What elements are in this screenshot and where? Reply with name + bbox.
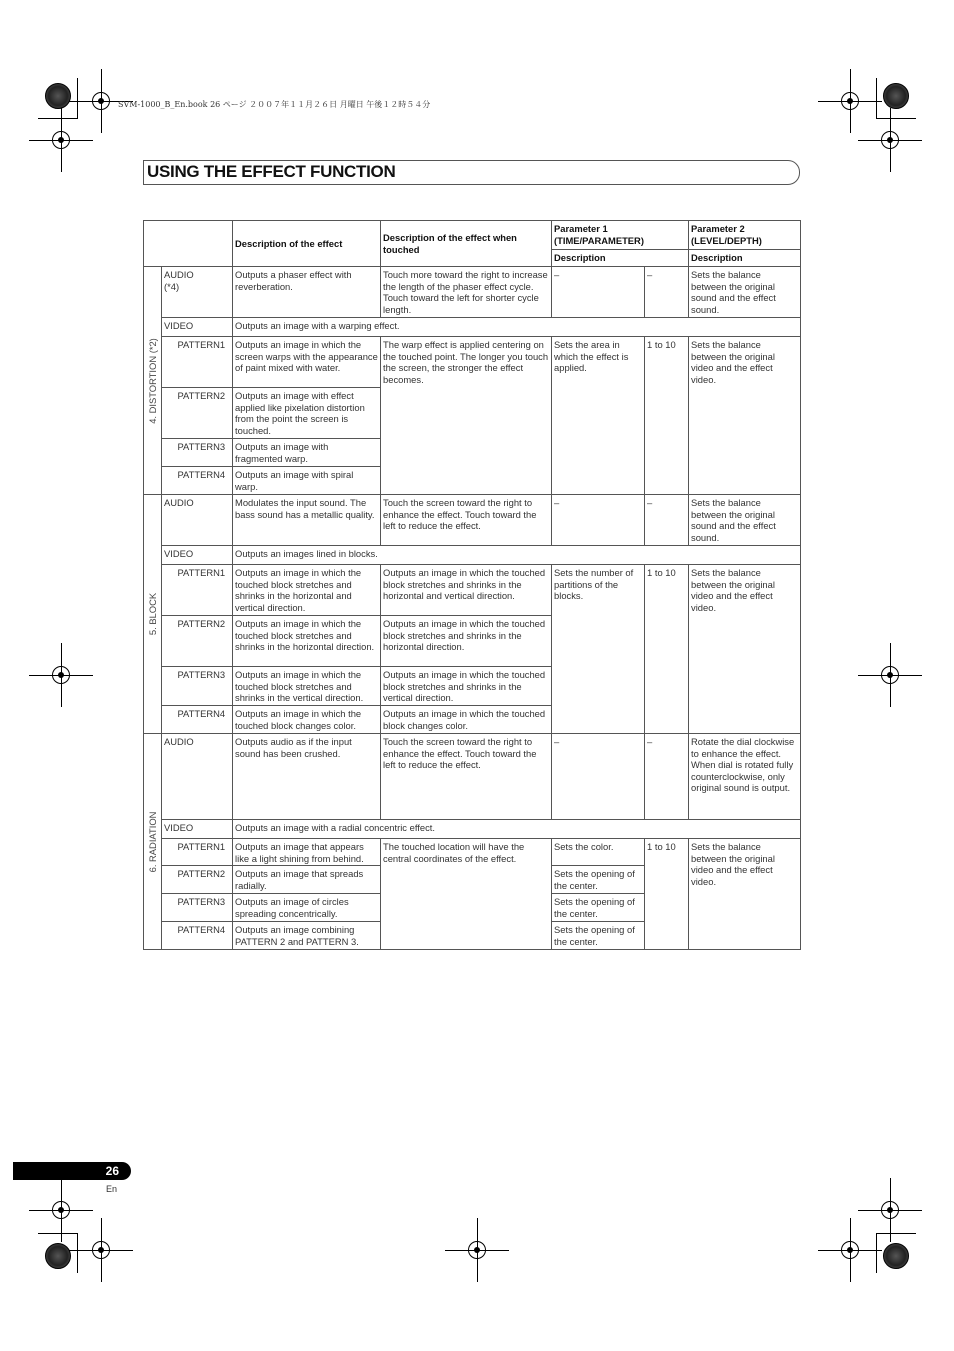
pattern-touched: The warp effect is applied centering on the touched point. The longer you touch the screen, the stronger the effect becomes. xyxy=(381,337,552,495)
indent-cell xyxy=(162,388,176,439)
effect-table xyxy=(143,220,801,950)
pattern-description: Outputs an image that spreads radially. xyxy=(233,866,381,894)
registration-ball-icon xyxy=(883,1243,909,1269)
pattern-label: PATTERN3 xyxy=(176,894,233,922)
header-param1-description: Description xyxy=(552,250,689,267)
indent-cell xyxy=(162,667,176,706)
indent-cell xyxy=(162,866,176,894)
pattern-description: Outputs an image in which the touched block stretches and shrinks in the horizontal and vertical direction. xyxy=(233,565,381,616)
crop-mark xyxy=(38,1233,78,1234)
pattern-param1-description: Sets the area in which the effect is applied. xyxy=(552,337,645,495)
page-number-tab xyxy=(13,1162,131,1180)
pattern-description: Outputs an image in which the screen warps with the appearance of paint mixed with water. xyxy=(233,337,381,388)
pattern-touched: Outputs an image in which the touched block stretches and shrinks in the horizontal direction. xyxy=(381,616,552,667)
header-touched: Description of the effect when touched xyxy=(381,221,552,267)
crop-mark xyxy=(77,78,78,118)
audio-param1-description: – xyxy=(552,495,645,546)
pattern-label: PATTERN3 xyxy=(176,439,233,467)
crop-mark xyxy=(876,78,877,118)
row-label-video: VIDEO xyxy=(162,318,233,337)
pattern-description: Outputs an image in which the touched block changes color. xyxy=(233,706,381,734)
audio-touched: Touch more toward the right to increase the length of the phaser effect cycle. Touch toward the left for shorter cycle length. xyxy=(381,267,552,318)
audio-param2-description: Sets the balance between the original sound and the effect sound. xyxy=(689,495,801,546)
group-label-radiation: 6. RADIATION xyxy=(144,734,162,950)
audio-param1-range: – xyxy=(645,267,689,318)
pattern-label: PATTERN4 xyxy=(176,706,233,734)
audio-param1-description: – xyxy=(552,734,645,820)
pattern-description: Outputs an image with fragmented warp. xyxy=(233,439,381,467)
pattern-description: Outputs an image in which the touched block stretches and shrinks in the vertical direction. xyxy=(233,667,381,706)
language-code: En xyxy=(106,1184,118,1194)
video-description: Outputs an image with a warping effect. xyxy=(233,318,801,337)
audio-touched: Touch the screen toward the right to enhance the effect. Touch toward the left to reduce the effect. xyxy=(381,734,552,820)
indent-cell xyxy=(162,616,176,667)
pattern-label: PATTERN4 xyxy=(176,467,233,495)
audio-param2-description: Rotate the dial clockwise to enhance the effect. When dial is rotated fully counterclockwise, only original sound is output. xyxy=(689,734,801,820)
indent-cell xyxy=(162,337,176,388)
audio-description: Outputs a phaser effect with reverberation. xyxy=(233,267,381,318)
section-title: USING THE EFFECT FUNCTION xyxy=(147,162,396,181)
pattern-description: Outputs an image with spiral warp. xyxy=(233,467,381,495)
pattern-description: Outputs an image with effect applied like pixelation distortion from the point the screen is touched. xyxy=(233,388,381,439)
pattern-label: PATTERN2 xyxy=(176,388,233,439)
pattern-label: PATTERN2 xyxy=(176,616,233,667)
pattern-touched: The touched location will have the central coordinates of the effect. xyxy=(381,839,552,950)
video-description: Outputs an image with a radial concentric effect. xyxy=(233,820,801,839)
row-label-audio: AUDIO xyxy=(162,734,233,820)
crop-mark xyxy=(876,1233,877,1273)
indent-cell xyxy=(162,922,176,950)
section-title-bar xyxy=(143,160,800,185)
row-label-video: VIDEO xyxy=(162,820,233,839)
row-label-audio: AUDIO (*4) xyxy=(162,267,233,318)
pattern-touched: Outputs an image in which the touched block stretches and shrinks in the horizontal and vertical direction. xyxy=(381,565,552,616)
header-param1: Parameter 1 (TIME/PARAMETER) xyxy=(552,221,689,250)
pattern-param2-description: Sets the balance between the original video and the effect video. xyxy=(689,839,801,950)
pattern-label: PATTERN1 xyxy=(176,565,233,616)
pattern-param1-range: 1 to 10 xyxy=(645,839,689,950)
crop-mark xyxy=(38,118,78,119)
pattern-param2-description: Sets the balance between the original video and the effect video. xyxy=(689,565,801,734)
audio-param1-description: – xyxy=(552,267,645,318)
pattern-label: PATTERN2 xyxy=(176,866,233,894)
group-label-distortion: 4. DISTORTION (*2) xyxy=(144,267,162,495)
page-number: 26 xyxy=(105,1164,119,1178)
pattern-description: Outputs an image combining PATTERN 2 and PATTERN 3. xyxy=(233,922,381,950)
header-param2-description: Description xyxy=(689,250,801,267)
group-label-block: 5. BLOCK xyxy=(144,495,162,734)
audio-description: Modulates the input sound. The bass sound has a metallic quality. xyxy=(233,495,381,546)
pattern-param1-range: 1 to 10 xyxy=(645,565,689,734)
header-blank xyxy=(144,221,233,267)
header-param2: Parameter 2 (LEVEL/DEPTH) xyxy=(689,221,801,250)
audio-touched: Touch the screen toward the right to enhance the effect. Touch toward the left to reduce the effect. xyxy=(381,495,552,546)
indent-cell xyxy=(162,839,176,866)
header-description: Description of the effect xyxy=(233,221,381,267)
pattern-param1-description: Sets the opening of the center. xyxy=(552,894,645,922)
file-header: SVM-1000_B_En.book 26 ページ ２００７年１１月２６日 月曜日 午後１２時５４分 xyxy=(118,100,431,109)
pattern-touched: Outputs an image in which the touched block changes color. xyxy=(381,706,552,734)
pattern-param1-description: Sets the number of partitions of the blocks. xyxy=(552,565,645,734)
pattern-label: PATTERN1 xyxy=(176,337,233,388)
indent-cell xyxy=(162,706,176,734)
pattern-label: PATTERN1 xyxy=(176,839,233,866)
pattern-description: Outputs an image that appears like a light shining from behind. xyxy=(233,839,381,866)
indent-cell xyxy=(162,894,176,922)
audio-param2-description: Sets the balance between the original sound and the effect sound. xyxy=(689,267,801,318)
pattern-param1-description: Sets the color. xyxy=(552,839,645,866)
pattern-touched: Outputs an image in which the touched block stretches and shrinks in the vertical direction. xyxy=(381,667,552,706)
indent-cell xyxy=(162,565,176,616)
pattern-description: Outputs an image of circles spreading concentrically. xyxy=(233,894,381,922)
pattern-description: Outputs an image in which the touched block stretches and shrinks in the horizontal direction. xyxy=(233,616,381,667)
pattern-label: PATTERN4 xyxy=(176,922,233,950)
indent-cell xyxy=(162,467,176,495)
indent-cell xyxy=(162,439,176,467)
crop-mark xyxy=(876,1233,916,1234)
registration-ball-icon xyxy=(45,83,71,109)
pattern-label: PATTERN3 xyxy=(176,667,233,706)
crop-mark xyxy=(77,1233,78,1273)
row-label-video: VIDEO xyxy=(162,546,233,565)
video-description: Outputs an images lined in blocks. xyxy=(233,546,801,565)
pattern-param1-description: Sets the opening of the center. xyxy=(552,866,645,894)
audio-param1-range: – xyxy=(645,734,689,820)
row-label-audio: AUDIO xyxy=(162,495,233,546)
audio-description: Outputs audio as if the input sound has been crushed. xyxy=(233,734,381,820)
crop-mark xyxy=(876,118,916,119)
audio-param1-range: – xyxy=(645,495,689,546)
pattern-param1-range: 1 to 10 xyxy=(645,337,689,495)
registration-ball-icon xyxy=(883,83,909,109)
registration-ball-icon xyxy=(45,1243,71,1269)
pattern-param2-description: Sets the balance between the original video and the effect video. xyxy=(689,337,801,495)
pattern-param1-description: Sets the opening of the center. xyxy=(552,922,645,950)
